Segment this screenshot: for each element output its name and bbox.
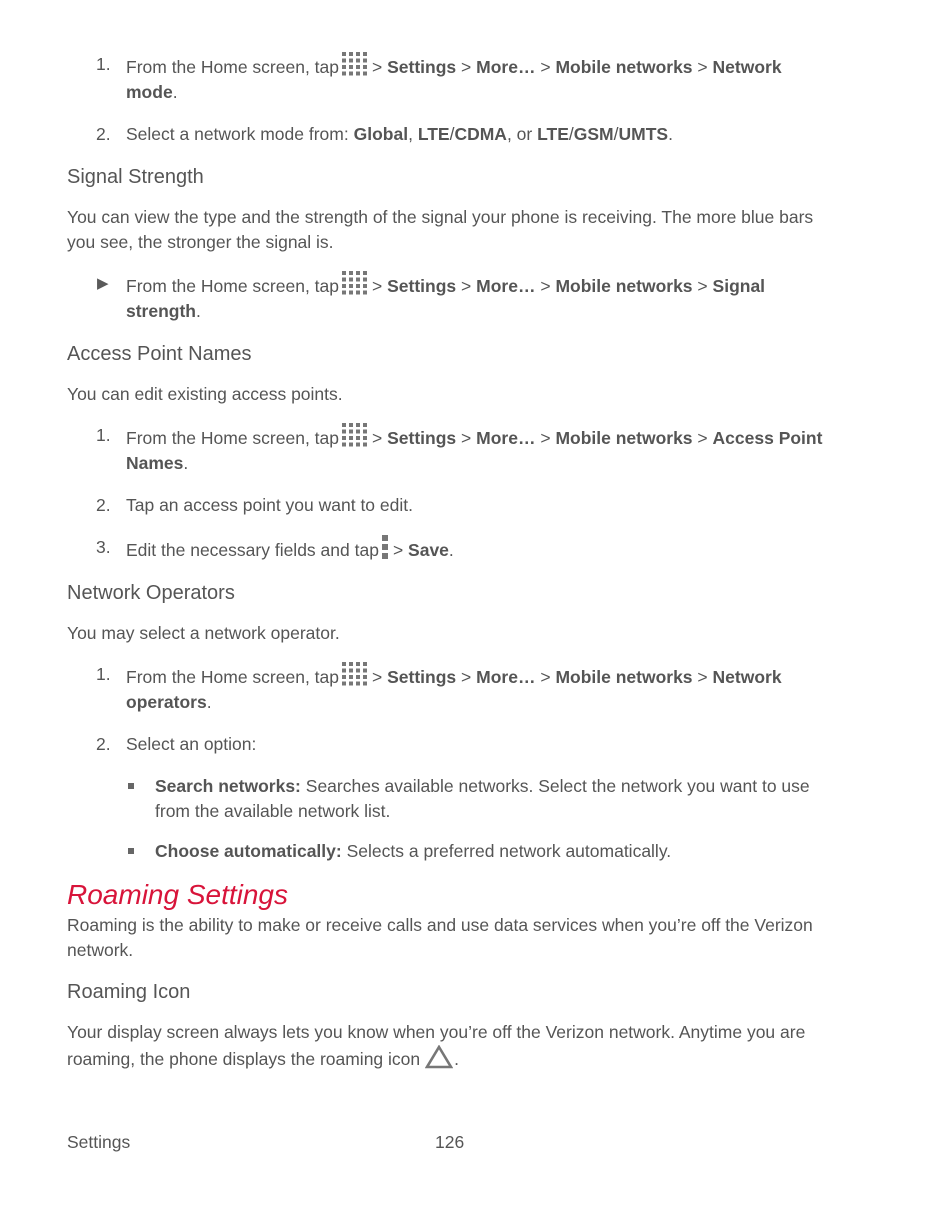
apps-grid-icon bbox=[342, 662, 368, 686]
operators-body: You may select a network operator. bbox=[67, 623, 340, 643]
apps-grid-icon bbox=[342, 271, 368, 295]
option-search-networks: Search networks: Searches available networks. Select the network you want to use from the available network list. bbox=[67, 774, 837, 824]
menu-settings: Settings bbox=[387, 57, 457, 77]
menu-mobile-networks: Mobile networks bbox=[555, 57, 693, 77]
square-bullet-icon bbox=[128, 783, 134, 789]
step-number: 2. bbox=[96, 124, 111, 144]
manual-page bbox=[67, 52, 837, 1088]
operators-heading: Network Operators bbox=[67, 582, 235, 604]
signal-strength-heading: Signal Strength bbox=[67, 166, 204, 188]
step-number: 1. bbox=[96, 425, 111, 445]
step-apn-open: 1. From the Home screen, tap > Settings > More… > Mobile networks > Access Point Names. bbox=[96, 425, 823, 473]
step-operators-select: 2. Select an option: bbox=[67, 732, 837, 757]
roaming-icon-heading: Roaming Icon bbox=[67, 981, 191, 1003]
step-number: 2. bbox=[96, 495, 111, 515]
page-number: 126 bbox=[435, 1132, 465, 1152]
apn-body: You can edit existing access points. bbox=[67, 384, 343, 404]
arrow-bullet-icon: ▶ bbox=[97, 275, 109, 292]
option-choose-automatically: Choose automatically: Selects a preferred network automatically. bbox=[67, 839, 837, 864]
roaming-body: Roaming is the ability to make or receive calls and use data services when you’re off the Verizon network. bbox=[67, 915, 813, 960]
step-signal-strength: ▶ From the Home screen, tap > Settings > More… > Mobile networks > Signal strength. bbox=[67, 271, 837, 324]
menu-dots-icon bbox=[382, 535, 389, 559]
step-number: 1. bbox=[96, 54, 111, 74]
step-network-mode: 1. From the Home screen, tap > Settings > More… > Mobile networks > Network mode. bbox=[96, 54, 782, 102]
signal-strength-body: You can view the type and the strength of the signal your phone is receiving. The more blue bars you see, the stronger the signal is. bbox=[67, 207, 814, 252]
step-apn-save: 3. Edit the necessary fields and tap > Save. bbox=[96, 537, 454, 560]
step-number: 3. bbox=[96, 537, 111, 557]
step-number: 2. bbox=[96, 734, 111, 754]
menu-more: More… bbox=[476, 57, 536, 77]
step-operators-open: 1. From the Home screen, tap > Settings > More… > Mobile networks > Network operators. bbox=[96, 664, 782, 712]
roaming-settings-title: Roaming Settings bbox=[67, 879, 289, 910]
apps-grid-icon bbox=[342, 52, 368, 76]
apn-heading: Access Point Names bbox=[67, 343, 252, 365]
footer-section: Settings bbox=[67, 1132, 131, 1152]
square-bullet-icon bbox=[128, 848, 134, 854]
step-apn-tap: 2. Tap an access point you want to edit. bbox=[67, 493, 837, 518]
roaming-triangle-icon bbox=[425, 1045, 453, 1069]
menu-network-mode: Network mode bbox=[126, 57, 782, 102]
save-label: Save bbox=[408, 540, 449, 560]
apps-grid-icon bbox=[342, 423, 368, 447]
step-number: 1. bbox=[96, 664, 111, 684]
step-select-mode: 2. Select a network mode from: Global, LTE/CDMA, or LTE/GSM/UMTS. bbox=[67, 122, 837, 147]
roaming-icon-body: Your display screen always lets you know when you’re off the Verizon network. Anytime you are roaming, the phone displays the roaming icon . bbox=[67, 1022, 806, 1069]
